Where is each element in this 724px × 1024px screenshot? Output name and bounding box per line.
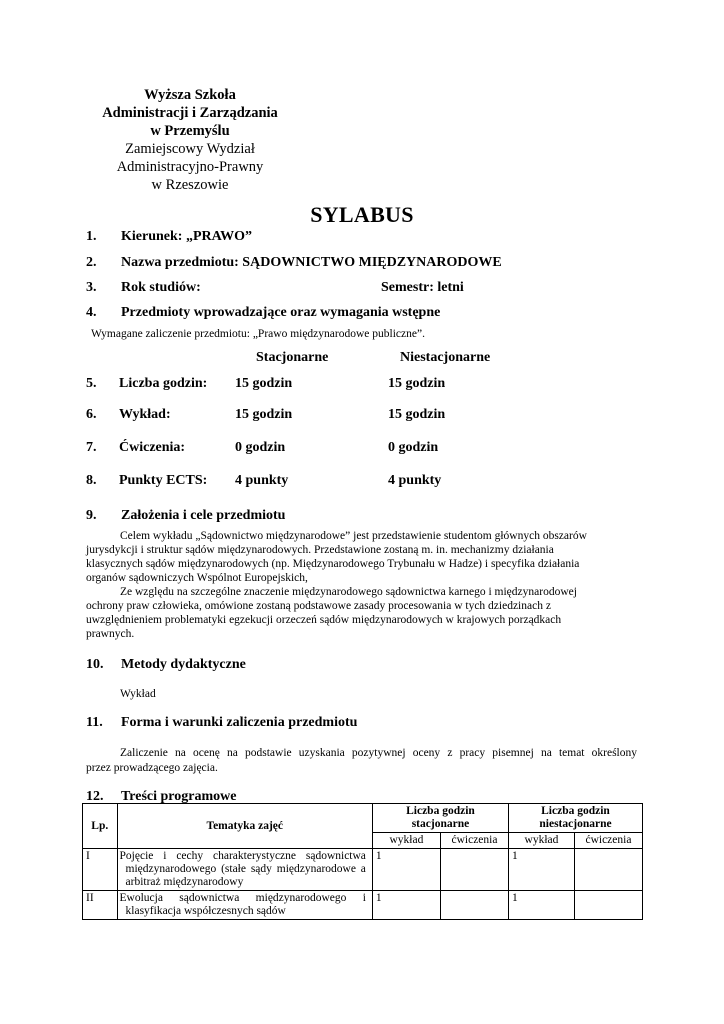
hours-niestacjonarne: 15 godzin	[388, 376, 446, 391]
item-number: 11.	[86, 715, 103, 730]
item-label: Przedmioty wprowadzające oraz wymagania wstępne	[121, 305, 441, 320]
item-number: 10.	[86, 657, 104, 672]
row-lecture-stac: 1	[372, 849, 440, 891]
hours-stacjonarne: 15 godzin	[235, 376, 293, 391]
header-line: Liczba godzin	[406, 805, 475, 817]
row-lecture-niestac: 1	[508, 849, 574, 891]
item-number: 7.	[86, 440, 97, 455]
row-lecture-niestac: 1	[508, 891, 574, 920]
header-hours-stacjonarne	[372, 804, 508, 833]
row-lp: II	[83, 891, 118, 920]
header-hours-niestacjonarne	[508, 804, 642, 833]
subheader-lecture: wykład	[372, 833, 440, 849]
objectives-line: Ze względu na szczególne znaczenie międzynarodowego sądownictwa karnego i międzynarodowej	[120, 586, 577, 598]
row-exercises-stac	[440, 849, 508, 891]
item-label: Kierunek: „PRAWO”	[121, 229, 253, 244]
hours-niestacjonarne: 0 godzin	[388, 440, 439, 455]
header-topic: Tematyka zajęć	[117, 804, 372, 849]
row-topic: Ewolucja sądownictwa międzynarodowego i klasyfikacja współczesnych sądów	[117, 891, 372, 920]
methods-text: Wykład	[120, 688, 156, 700]
subheader-exercises: ćwiczenia	[440, 833, 508, 849]
item-number: 9.	[86, 508, 97, 523]
table-header-row	[83, 804, 643, 833]
points-niestacjonarne: 4 punkty	[388, 473, 442, 488]
assessment-text	[86, 746, 637, 776]
hours-niestacjonarne: 15 godzin	[388, 407, 446, 422]
item-number: 2.	[86, 255, 97, 270]
item-label: Ćwiczenia:	[119, 440, 186, 455]
hours-stacjonarne: 15 godzin	[235, 407, 293, 422]
row-exercises-niestac	[574, 891, 642, 920]
table-row	[83, 891, 643, 920]
semester-label: Semestr: letni	[381, 280, 464, 295]
row-exercises-niestac	[574, 849, 642, 891]
header-lp: Lp.	[83, 804, 118, 849]
item-label: Liczba godzin:	[119, 376, 208, 391]
table-row	[83, 849, 643, 891]
assessment-line: przez prowadzącego zajęcia.	[86, 762, 218, 774]
item-label: Forma i warunki zaliczenia przedmiotu	[121, 715, 358, 730]
item-label: Nazwa przedmiotu: SĄDOWNICTWO MIĘDZYNARODOWE	[121, 255, 502, 270]
objectives-line: prawnych.	[86, 628, 135, 640]
institution-line-3: w Przemyślu	[150, 123, 230, 139]
item-label: Rok studiów:	[121, 280, 201, 295]
item-number: 3.	[86, 280, 97, 295]
objectives-line: organów sądowniczych Wspólnot Europejskich,	[86, 572, 308, 584]
objectives-line: jurysdykcji i struktur sądów międzynarodowych. Przedstawione zostaną m. in. mechanizmy działania	[86, 544, 554, 556]
item-label: Wykład:	[119, 407, 171, 422]
assessment-line: Zaliczenie na ocenę na podstawie uzyskania pozytywnej oceny z pracy pisemnej na temat określony	[120, 747, 637, 759]
item-number: 6.	[86, 407, 97, 422]
document-title: SYLABUS	[310, 202, 414, 227]
institution-header	[86, 86, 294, 194]
institution-line-5: Administracyjno-Prawny	[116, 159, 264, 175]
item-label: Treści programowe	[121, 789, 237, 804]
header-line: niestacjonarne	[539, 818, 612, 830]
row-lp: I	[83, 849, 118, 891]
objectives-line: Celem wykładu „Sądownictwo międzynarodowe” jest przedstawienie studentom głównych obszarów	[120, 530, 587, 542]
objectives-line: ochrony praw człowieka, omówione zostaną podstawowe zasady procesowania w tych dziedzinach z	[86, 600, 551, 612]
item-number: 8.	[86, 473, 97, 488]
subheader-exercises: ćwiczenia	[574, 833, 642, 849]
row-topic: Pojęcie i cechy charakterystyczne sądownictwa międzynarodowego (stałe sądy międzynarodowe a arbitraż międzynarodowy	[117, 849, 372, 891]
subheader-lecture: wykład	[508, 833, 574, 849]
column-header-stacjonarne: Stacjonarne	[256, 350, 329, 365]
institution-line-1: Wyższa Szkoła	[144, 87, 236, 103]
item-label: Punkty ECTS:	[119, 473, 208, 488]
row-exercises-stac	[440, 891, 508, 920]
program-content-table	[82, 803, 643, 920]
prerequisites-note: Wymagane zaliczenie przedmiotu: „Prawo międzynarodowe publiczne”.	[91, 328, 425, 340]
objectives-line: uwzględnieniem problematyki egzekucji orzeczeń sądów międzynarodowych w krajowych porządkach	[86, 614, 562, 626]
institution-line-2: Administracji i Zarządzania	[102, 105, 278, 121]
item-number: 4.	[86, 305, 97, 320]
row-lecture-stac: 1	[372, 891, 440, 920]
item-label: Metody dydaktyczne	[121, 657, 246, 672]
item-number: 5.	[86, 376, 97, 391]
hours-stacjonarne: 0 godzin	[235, 440, 286, 455]
column-header-niestacjonarne: Niestacjonarne	[400, 350, 491, 365]
item-number: 12.	[86, 789, 104, 804]
institution-line-6: w Rzeszowie	[151, 177, 229, 193]
institution-line-4: Zamiejscowy Wydział	[125, 141, 255, 157]
points-stacjonarne: 4 punkty	[235, 473, 289, 488]
objectives-line: klasycznych sądów międzynarodowych (np. Międzynarodowego Trybunału w Hadze) i specyfika działania	[86, 558, 580, 570]
header-line: Liczba godzin	[541, 805, 610, 817]
header-line: stacjonarne	[411, 818, 470, 830]
item-number: 1.	[86, 229, 97, 244]
item-label: Założenia i cele przedmiotu	[121, 508, 286, 523]
objectives-text	[86, 529, 646, 641]
